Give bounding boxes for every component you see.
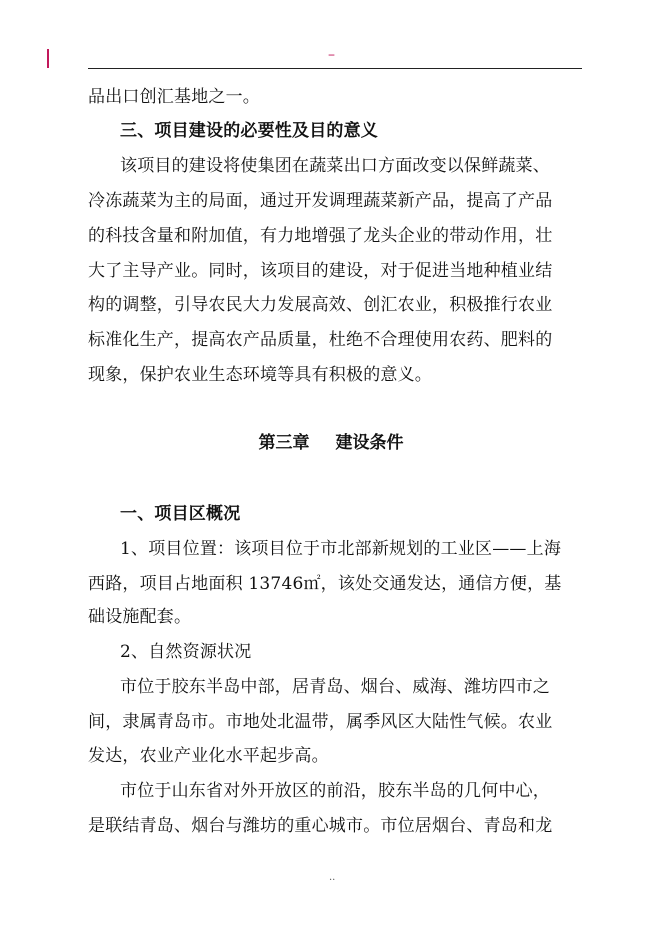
body-line: 发达，农业产业化水平起步高。	[88, 746, 329, 766]
body-line: 该项目的建设将使集团在蔬菜出口方面改变以保鲜蔬菜、	[120, 156, 550, 176]
body-line: 大了主导产业。同时，该项目的建设，对于促进当地种植业结	[88, 261, 553, 281]
section-heading: 一、项目区概况	[120, 504, 241, 524]
footer-mark: ..	[329, 872, 336, 883]
body-line: 品出口创汇基地之一。	[88, 87, 260, 107]
header-rule	[88, 68, 582, 69]
body-line: 础设施配套。	[88, 607, 192, 627]
section-heading: 三、项目建设的必要性及目的意义	[120, 121, 378, 141]
body-line: 市位于山东省对外开放区的前沿，胶东半岛的几何中心，	[120, 781, 550, 801]
body-line: 现象，保护农业生态环境等具有积极的意义。	[88, 365, 432, 385]
body-line: 冷冻蔬菜为主的局面，通过开发调理蔬菜新产品，提高了产品	[88, 191, 553, 211]
body-line: 标准化生产，提高农产品质量，杜绝不合理使用农药、肥料的	[88, 330, 553, 350]
header-dash: –	[328, 47, 335, 63]
body-line: 西路，项目占地面积 13746㎡，该处交通发达，通信方便，基	[88, 574, 562, 594]
body-line: 1、项目位置：该项目位于市北部新规划的工业区——上海	[120, 539, 562, 559]
chapter-heading	[0, 432, 662, 454]
margin-marker	[47, 49, 49, 68]
body-line: 是联结青岛、烟台与潍坊的重心城市。市位居烟台、青岛和龙	[88, 816, 553, 836]
chapter-title: 建设条件	[335, 433, 404, 453]
body-line: 构的调整，引导农民大力发展高效、创汇农业，积极推行农业	[88, 295, 553, 315]
body-line: 间，隶属青岛市。市地处北温带，属季风区大陆性气候。农业	[88, 712, 553, 732]
subsection-heading: 2、自然资源状况	[120, 642, 252, 662]
chapter-number: 第三章	[258, 433, 310, 453]
body-line: 的科技含量和附加值，有力地增强了龙头企业的带动作用，壮	[88, 226, 553, 246]
body-line: 市位于胶东半岛中部，居青岛、烟台、威海、潍坊四市之	[120, 677, 550, 697]
